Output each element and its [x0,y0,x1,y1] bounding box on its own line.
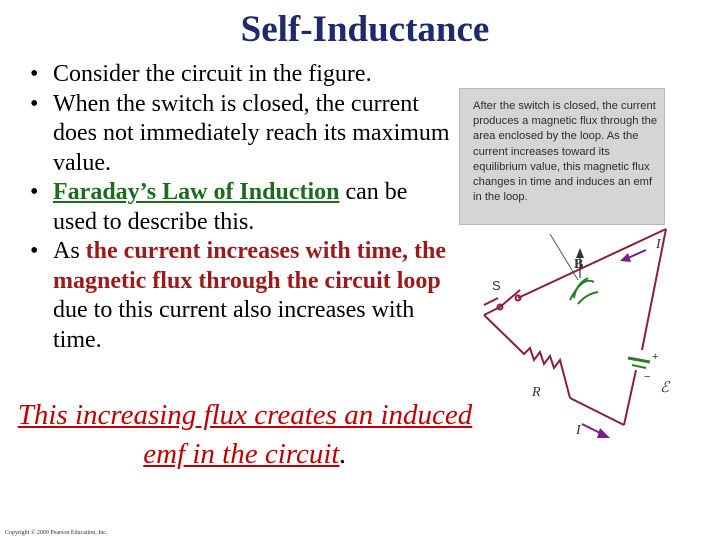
conclusion-period: . [339,438,347,470]
copyright-footer: Copyright © 2009 Pearson Education, Inc. [5,530,108,536]
current-arrowhead-top [620,253,631,262]
bullet-text: Consider the circuit in the figure. [53,61,372,87]
switch-label: S [492,278,501,293]
bullet-icon: • [30,179,39,205]
current-label-top: I [656,237,661,252]
bullet-item [26,237,456,355]
bullet-text: due to this current also increases with time. [53,297,415,353]
battery [628,358,650,368]
bullet-item [26,178,456,237]
bullet-list [26,60,456,355]
battery-plus-label: + [652,351,659,363]
magnetic-field-lines [570,278,598,304]
resistor-label: R [532,385,541,400]
circuit-figure [470,220,700,445]
conclusion-text [0,396,490,474]
bullet-icon: • [30,238,39,264]
bullet-text: As [53,238,86,264]
emf-label: ℰ [660,380,670,396]
current-arrowhead-bottom [597,428,610,438]
bullet-item [26,90,456,179]
top-wire [518,229,666,298]
bullet-item [26,60,456,90]
bullet-text: can be used to describe this. [53,179,408,235]
current-arrow-top [628,250,646,258]
figure-callout: After the switch is closed, the current produces a magnetic flux through the area enclosed by the loop. As the current increases toward its equilibrium value, this magnetic flux changes in time and induces an emf in the loop. [459,88,665,225]
resistor [518,348,570,398]
current-label-bottom: I [576,423,581,438]
circuit-wires [484,298,498,305]
field-label: B [574,257,584,272]
bullet-icon: • [30,90,39,117]
bullet-text: When the switch is closed, the current does not immediately reach its maximum value. [53,90,450,176]
emphasis-text: the current increases with time, the magnetic flux through the circuit loop [53,238,447,294]
slide-title: Self-Inductance [240,9,490,50]
faraday-law-link[interactable]: Faraday’s Law of Induction [53,179,340,205]
switch-lever [500,290,520,307]
right-wire-upper [642,229,666,350]
battery-minus-label: − [644,371,651,383]
bottom-wire-right [570,398,624,425]
right-wire-lower [624,370,636,425]
conclusion-statement: This increasing flux creates an induced emf in the circuit [17,399,473,470]
bullet-icon: • [30,61,39,87]
left-wire [484,315,518,348]
